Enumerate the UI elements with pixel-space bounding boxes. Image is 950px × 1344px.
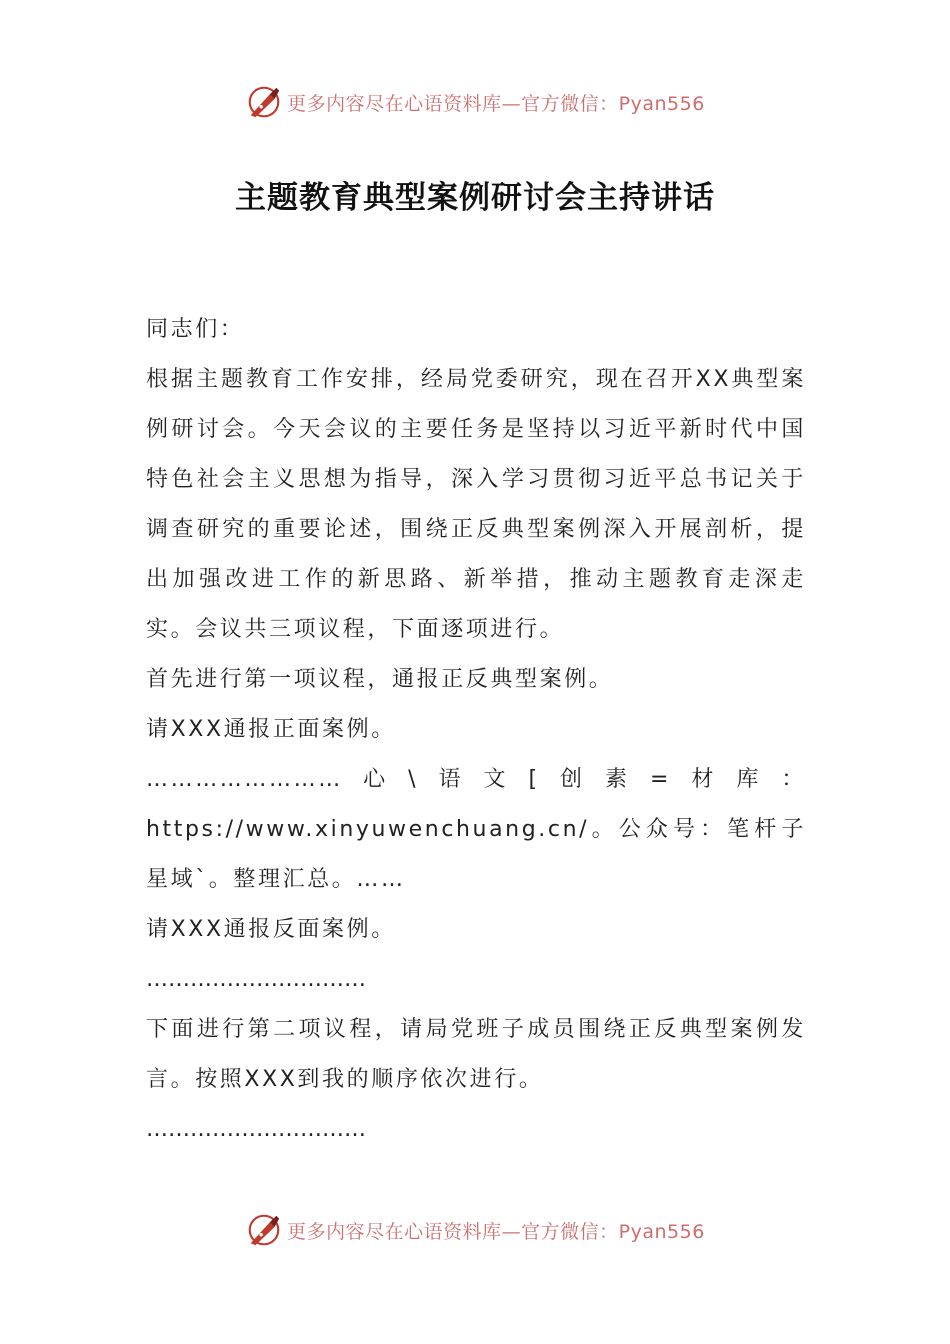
paragraph-source-note: ……………………心\语文[创素=材库：https://www.xinyuwenchuang.cn/。公众号：笔杆子星域`。整理汇总。…… xyxy=(146,767,806,892)
paragraph-positive-case: 请XXX通报正面案例。 xyxy=(146,717,396,742)
document-title: 主题教育典型案例研讨会主持讲话 xyxy=(235,180,715,216)
paragraph-intro: 根据主题教育工作安排，经局党委研究，现在召开XX典型案例研讨会。今天会议的主要任务是坚持以习近平新时代中国特色社会主义思想为指导，深入学习贯彻习近平总书记关于调查研究的重要论述，围绕正反典型案例深入开展剖析，提出加强改进工作的新思路、新举措，推动主题教育走深走实。会议共三项议程，下面逐项进行。 xyxy=(146,367,806,642)
ellipsis-line: ………………………… xyxy=(146,1117,366,1142)
banner-text: 更多内容尽在心语资料库—官方微信：Pyan556 xyxy=(287,1220,705,1243)
pen-nib-circle-icon xyxy=(245,83,283,121)
header-banner xyxy=(0,80,950,124)
ellipsis-line: ………………………… xyxy=(146,967,366,992)
paragraph-agenda-1: 首先进行第一项议程，通报正反典型案例。 xyxy=(146,667,614,692)
paragraph-agenda-2: 下面进行第二项议程，请局党班子成员围绕正反典型案例发言。按照XXX到我的顺序依次进行。 xyxy=(146,1017,806,1092)
pen-nib-circle-icon xyxy=(245,1211,283,1249)
salutation: 同志们： xyxy=(146,317,245,342)
footer-banner xyxy=(0,1208,950,1252)
paragraph-negative-case: 请XXX通报反面案例。 xyxy=(146,917,396,942)
banner-text: 更多内容尽在心语资料库—官方微信：Pyan556 xyxy=(287,92,705,115)
document-body xyxy=(146,305,806,1155)
